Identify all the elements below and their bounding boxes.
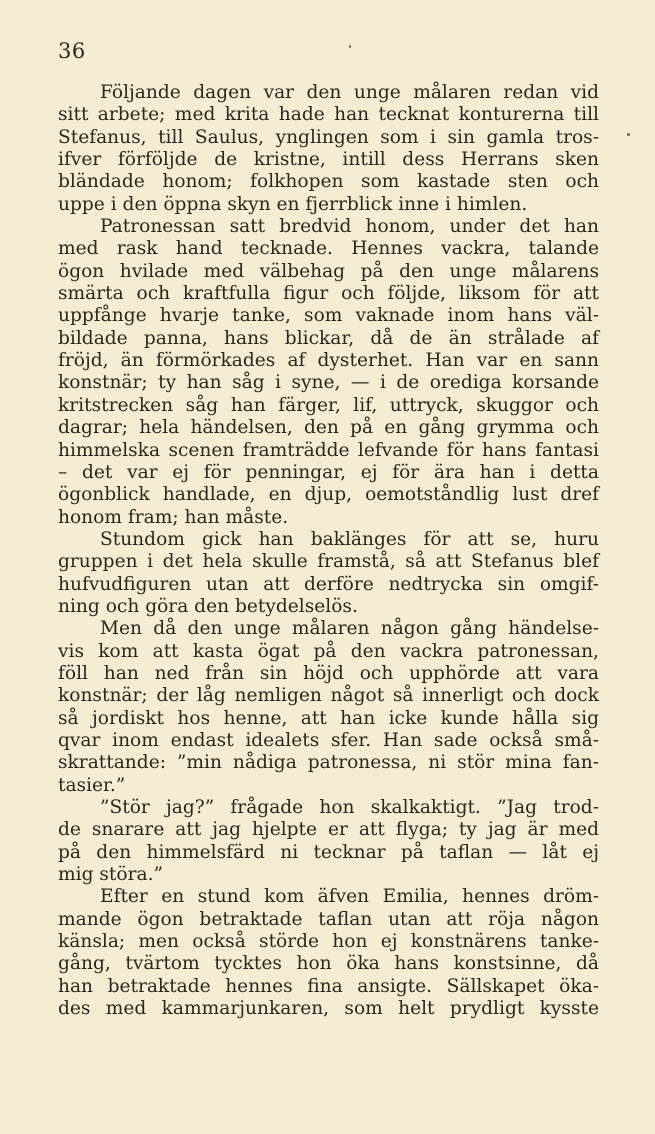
text-line: uppe i den öppna skyn en fjerrblick inne i himlen. bbox=[58, 193, 528, 215]
text-line: hufvudfiguren utan att derföre nedtrycka sin omgif- bbox=[58, 573, 599, 595]
text-line: Efter en stund kom äfven Emilia, hennes dröm- bbox=[100, 886, 599, 908]
text-line: himmelska scenen framträdde lefvande för hans fantasi bbox=[58, 439, 599, 461]
text-line: Patronessan satt bredvid honom, under det han bbox=[100, 216, 599, 238]
text-line: fröjd, än förmörkades af dysterhet. Han var en sann bbox=[58, 350, 599, 372]
text-line: ”Stör jag?” frågade hon skalkaktigt. ”Jag trod- bbox=[100, 797, 599, 818]
text-line: skrattande: ”min nådiga patronessa, ni stör mina fan- bbox=[58, 752, 599, 774]
text-line: bildade panna, hans blickar, då de än strålade af bbox=[58, 327, 599, 349]
text-line: ifver förföljde de kristne, intill dess Herrans sken bbox=[58, 149, 599, 171]
text-line: på den himmelsfärd ni tecknar på taflan — låt ej bbox=[58, 841, 599, 863]
text-line: honom fram; han måste. bbox=[58, 506, 289, 528]
text-line: ögon hvilade med välbehag på den unge målarens bbox=[58, 260, 599, 282]
text-line: kritstrecken såg han färger, lif, uttryck, skuggor och bbox=[58, 394, 599, 416]
text-line: känsla; men också störde hon ej konstnärens tanke- bbox=[58, 931, 599, 953]
text-line: sitt arbete; med krita hade han tecknat konturerna till bbox=[58, 104, 599, 126]
text-line: med rask hand tecknade. Hennes vackra, talande bbox=[58, 238, 599, 260]
text-line: Stundom gick han baklänges för att se, huru bbox=[100, 528, 599, 550]
text-line: tasier.” bbox=[58, 774, 126, 796]
text-line: Men då den unge målaren någon gång händelse- bbox=[100, 618, 599, 640]
text-line: – det var ej för penningar, ej för ära han i detta bbox=[58, 461, 599, 483]
text-line: konstnär; ty han såg i syne, — i de orediga korsande bbox=[58, 372, 599, 394]
text-line: han betraktade hennes fina ansigte. Sällskapet öka- bbox=[58, 975, 599, 997]
text-line: så jordiskt hos henne, att han icke kunde hålla sig bbox=[58, 707, 599, 729]
text-line: des med kammarjunkaren, som helt prydligt kysste bbox=[58, 998, 599, 1020]
text-line: ning och göra den betydelselös. bbox=[58, 595, 358, 617]
text-line: gruppen i det hela skulle framstå, så att Stefanus blef bbox=[58, 551, 599, 573]
text-line: de snarare att jag hjelpte er att flyga; ty jag är med bbox=[58, 819, 599, 841]
text-line: konstnär; der låg nemligen något så innerligt och dock bbox=[58, 685, 599, 707]
text-line: mig störa.” bbox=[58, 864, 163, 886]
text-line: bländade honom; folkhopen som kastade sten och bbox=[58, 171, 599, 193]
text-line: gång, tvärtom tycktes hon öka hans konstsinne, då bbox=[58, 953, 599, 975]
page-number: 36 bbox=[58, 39, 86, 63]
text-line: föll han ned från sin höjd och upphörde att vara bbox=[58, 662, 599, 684]
text-line: Följande dagen var den unge målaren redan vid bbox=[100, 82, 599, 103]
text-line: smärta och kraftfulla figur och följde, liksom för att bbox=[58, 283, 599, 305]
text-line: vis kom att kasta ögat på den vackra patronessan, bbox=[58, 640, 599, 662]
text-line: qvar inom endast idealets sfer. Han sade också små- bbox=[58, 729, 599, 751]
text-line: uppfånge hvarje tanke, som vaknade inom hans väl- bbox=[58, 305, 599, 327]
text-line: ögonblick handlade, en djup, oemotståndlig lust dref bbox=[58, 484, 599, 506]
text-line: mande ögon betraktade taflan utan att röja någon bbox=[58, 908, 599, 930]
print-speck bbox=[627, 133, 630, 136]
text-line: Stefanus, till Saulus, ynglingen som i sin gamla tros- bbox=[58, 126, 599, 148]
print-speck bbox=[349, 45, 351, 48]
body-text bbox=[58, 82, 599, 1020]
text-line: dagrar; hela händelsen, den på en gång grymma och bbox=[58, 417, 599, 439]
